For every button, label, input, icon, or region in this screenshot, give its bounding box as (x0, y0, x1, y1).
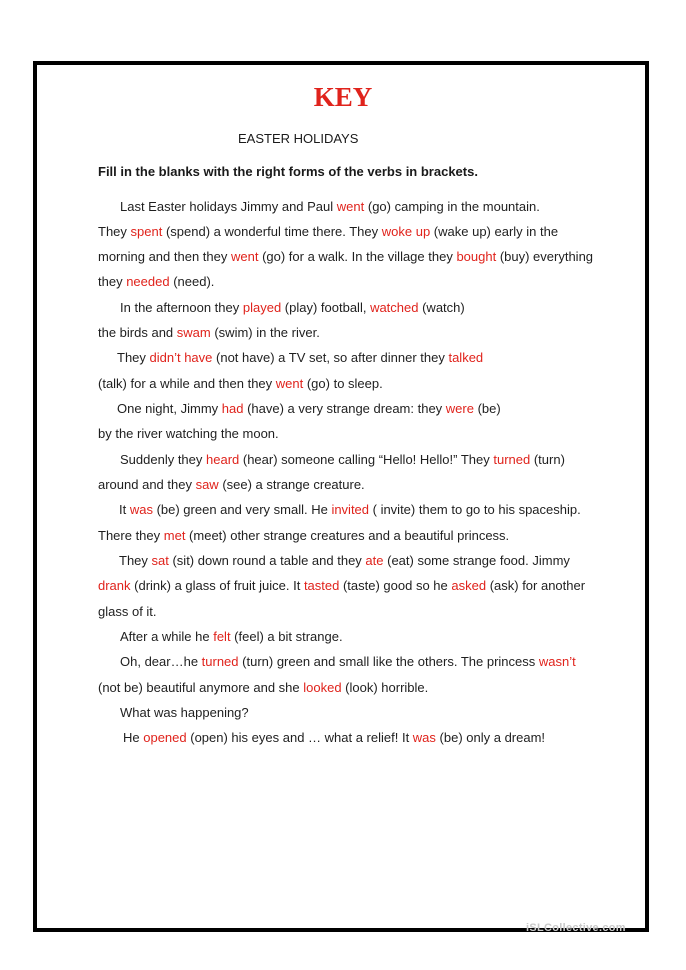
story-text-segment: morning and then they (98, 249, 231, 264)
story-text-segment: they (98, 274, 127, 289)
story-text-segment: (wake up) early in the (430, 224, 559, 239)
key-title: KEY (313, 82, 373, 112)
answer-verb: was (412, 730, 436, 745)
answer-verb: bought (456, 249, 497, 264)
story-text-segment: by the river watching the moon. (98, 426, 279, 441)
story-text-segment: There they (98, 528, 164, 543)
answer-verb: sat (151, 553, 169, 568)
story-line (98, 604, 157, 620)
story-text-segment: (open) his eyes and … what a relief! It (186, 730, 413, 745)
story-line (120, 300, 465, 316)
story-text-segment: Last Easter holidays Jimmy and Paul (120, 199, 337, 214)
story-text-segment: (not have) a TV set, so after dinner they (212, 350, 449, 365)
story-text-segment: (not be) beautiful anymore and she (98, 680, 304, 695)
story-text-segment: (turn) green and small like the others. The princess (238, 654, 539, 669)
answer-verb: had (221, 401, 244, 416)
story-text-segment: He (123, 730, 144, 745)
answer-verb: went (336, 199, 365, 214)
watermark: iSLCollective.com (526, 922, 626, 934)
story-text-segment: One night, Jimmy (117, 401, 222, 416)
story-text-segment: (taste) good so he (339, 578, 452, 593)
answer-verb: spent (130, 224, 163, 239)
story-text-segment: (go) to sleep. (303, 376, 383, 391)
story-line (98, 325, 320, 341)
story-line (98, 477, 365, 493)
answer-verb: went (230, 249, 259, 264)
story-text-segment: (hear) someone calling “Hello! Hello!” They (239, 452, 494, 467)
answer-verb: asked (451, 578, 487, 593)
story-line (120, 452, 565, 468)
answer-verb: turned (201, 654, 239, 669)
story-text-segment: (be) (473, 401, 501, 416)
story-text-segment: (go) camping in the mountain. (364, 199, 540, 214)
story-text-segment: (swim) in the river. (210, 325, 320, 340)
story-line (120, 654, 576, 670)
story-line (98, 249, 593, 265)
answer-verb: drank (98, 578, 131, 593)
story-text-segment: glass of it. (98, 604, 157, 619)
story-text-segment: the birds and (98, 325, 177, 340)
story-text-segment: (buy) everything (496, 249, 594, 264)
story-text-segment: (watch) (418, 300, 465, 315)
answer-verb: tasted (303, 578, 340, 593)
story-text-segment: (feel) a bit strange. (230, 629, 343, 644)
story-text-segment: Oh, dear…he (120, 654, 202, 669)
story-text-segment: (go) for a walk. In the village they (258, 249, 457, 264)
answer-verb: felt (213, 629, 231, 644)
answer-verb: needed (126, 274, 170, 289)
answer-verb: didn’t have (149, 350, 213, 365)
story-text-segment: (meet) other strange creatures and a beautiful princess. (185, 528, 510, 543)
story-text-segment: (drink) a glass of fruit juice. It (130, 578, 304, 593)
answer-verb: watched (370, 300, 419, 315)
story-text-segment: (talk) for a while and then they (98, 376, 276, 391)
story-text-segment: (have) a very strange dream: they (243, 401, 446, 416)
story-text-segment: It (119, 502, 130, 517)
story-line (123, 730, 545, 746)
story-text-segment: (need). (169, 274, 215, 289)
story-line (120, 629, 343, 645)
story-text-segment: (spend) a wonderful time there. They (162, 224, 382, 239)
story-text-segment: What was happening? (120, 705, 249, 720)
story-text-segment: ( invite) them to go to his spaceship. (369, 502, 581, 517)
story-text-segment: They (98, 224, 131, 239)
story-text-segment: They (119, 553, 152, 568)
story-line (120, 199, 540, 215)
story-line (98, 528, 509, 544)
story-text-segment: (be) only a dream! (435, 730, 546, 745)
story-text-segment: (sit) down round a table and they (168, 553, 366, 568)
answer-verb: woke up (381, 224, 431, 239)
story-line (98, 224, 558, 240)
story-text-segment: Suddenly they (120, 452, 207, 467)
story-text-segment: (look) horrible. (341, 680, 429, 695)
worksheet-title: EASTER HOLIDAYS (238, 131, 359, 146)
story-text-segment: They (117, 350, 150, 365)
story-text-segment: (ask) for another (486, 578, 586, 593)
answer-verb: heard (206, 452, 240, 467)
story-line (120, 705, 249, 721)
answer-verb: turned (493, 452, 531, 467)
story-text-segment: (be) green and very small. He (152, 502, 332, 517)
story-line (98, 274, 214, 290)
story-text-segment: In the afternoon they (120, 300, 243, 315)
answer-verb: talked (448, 350, 484, 365)
story-line (119, 502, 581, 518)
story-line (98, 578, 585, 594)
story-line (117, 401, 501, 417)
story-text-segment: (turn) (530, 452, 565, 467)
answer-verb: swam (176, 325, 211, 340)
answer-verb: saw (195, 477, 219, 492)
story-text-segment: After a while he (120, 629, 214, 644)
answer-verb: ate (365, 553, 384, 568)
story-text-segment: (eat) some strange food. Jimmy (383, 553, 570, 568)
answer-verb: were (445, 401, 474, 416)
story-text-segment: (see) a strange creature. (218, 477, 365, 492)
answer-verb: invited (331, 502, 370, 517)
answer-verb: wasn’t (538, 654, 576, 669)
answer-verb: opened (143, 730, 187, 745)
story-line (98, 680, 428, 696)
answer-verb: looked (303, 680, 342, 695)
instructions: Fill in the blanks with the right forms of the verbs in brackets. (98, 164, 478, 179)
story-line (98, 426, 279, 442)
story-text-segment: around and they (98, 477, 196, 492)
story-text-segment: (play) football, (281, 300, 371, 315)
story-line (117, 350, 483, 366)
story-line (98, 376, 383, 392)
story-line (119, 553, 570, 569)
answer-verb: met (163, 528, 186, 543)
answer-verb: was (129, 502, 153, 517)
answer-verb: went (275, 376, 304, 391)
answer-verb: played (242, 300, 282, 315)
